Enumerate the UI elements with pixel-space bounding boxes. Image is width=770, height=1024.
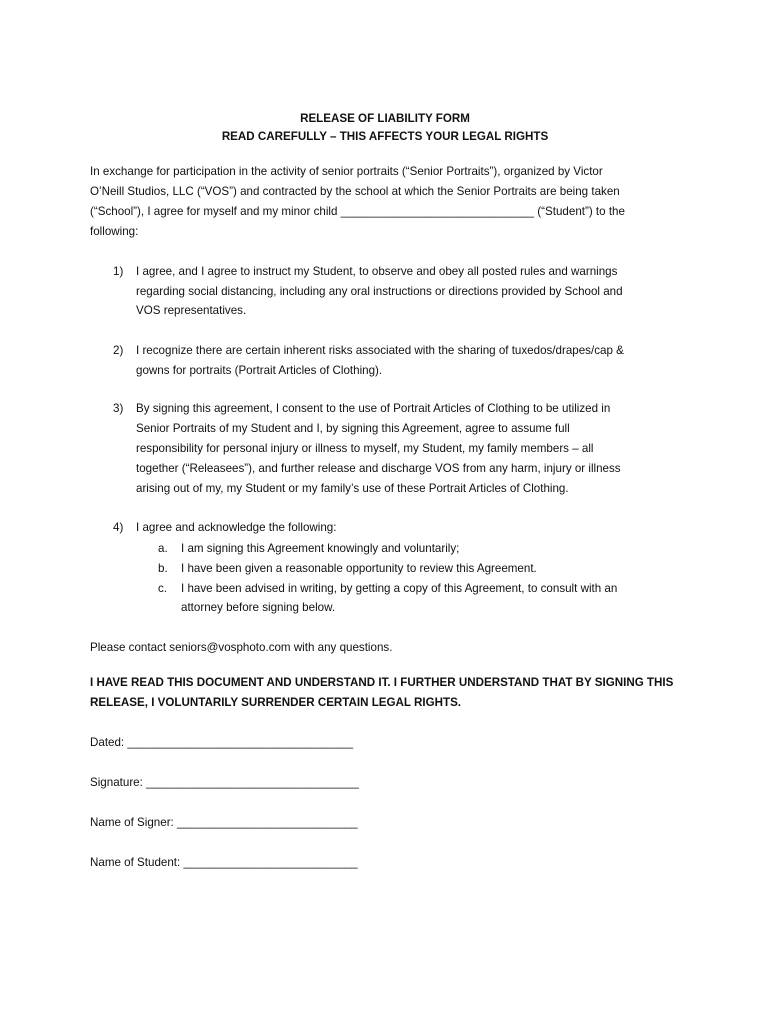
item-line: regarding social distancing, including any oral instructions or directions provided by School and (136, 285, 623, 298)
intro-line: O’Neill Studios, LLC (“VOS”) and contracted by the school at which the Senior Portraits are being taken (90, 185, 620, 198)
subitem-line: I have been advised in writing, by getting a copy of this Agreement, to consult with an (181, 582, 618, 595)
signature-field[interactable]: Signature: _________________________________ (90, 776, 359, 789)
intro-line: following: (90, 225, 139, 238)
subitem-line: I am signing this Agreement knowingly and voluntarily; (181, 542, 460, 555)
item-line: responsibility for personal injury or illness to myself, my Student, my family members – all (136, 442, 594, 455)
name-of-student-field[interactable]: Name of Student: ___________________________ (90, 856, 358, 869)
subitem-letter: c. (158, 582, 168, 595)
dated-field[interactable]: Dated: ___________________________________ (90, 736, 354, 749)
item-line: By signing this agreement, I consent to the use of Portrait Articles of Clothing to be utilized in (136, 402, 611, 415)
item-line: Senior Portraits of my Student and I, by signing this Agreement, agree to assume full (136, 422, 570, 435)
item-number: 2) (113, 344, 124, 357)
name-of-signer-field[interactable]: Name of Signer: ____________________________ (90, 816, 358, 829)
item-line: I agree and acknowledge the following: (136, 521, 337, 534)
subitem-letter: a. (158, 542, 168, 555)
intro-line: (“School”), I agree for myself and my minor child ______________________________ (“Student”) to the (90, 205, 625, 218)
item-number: 3) (113, 402, 124, 415)
form-subtitle: READ CAREFULLY – THIS AFFECTS YOUR LEGAL RIGHTS (221, 130, 549, 143)
subitem-line: attorney before signing below. (181, 601, 336, 614)
item-line: gowns for portraits (Portrait Articles of Clothing). (136, 364, 383, 377)
item-number: 4) (113, 521, 124, 534)
item-line: VOS representatives. (136, 304, 247, 317)
subitem-letter: b. (158, 562, 168, 575)
intro-line: In exchange for participation in the activity of senior portraits (“Senior Portraits”), organized by Victor (90, 165, 603, 178)
item-line: arising out of my, my Student or my family’s use of these Portrait Articles of Clothing. (136, 482, 569, 495)
subitem-line: I have been given a reasonable opportunity to review this Agreement. (181, 562, 537, 575)
item-line: together (“Releasees”), and further release and discharge VOS from any harm, injury or illness (136, 462, 621, 475)
form-title: RELEASE OF LIABILITY FORM (300, 112, 470, 125)
item-number: 1) (113, 265, 124, 278)
contact-text: Please contact seniors@vosphoto.com with any questions. (90, 641, 393, 654)
acknowledgement-line: I HAVE READ THIS DOCUMENT AND UNDERSTAND IT. I FURTHER UNDERSTAND THAT BY SIGNING THIS (90, 676, 674, 689)
item-line: I recognize there are certain inherent risks associated with the sharing of tuxedos/drapes/cap & (136, 344, 624, 357)
acknowledgement-line: RELEASE, I VOLUNTARILY SURRENDER CERTAIN LEGAL RIGHTS. (90, 696, 462, 709)
item-line: I agree, and I agree to instruct my Student, to observe and obey all posted rules and warnings (136, 265, 618, 278)
